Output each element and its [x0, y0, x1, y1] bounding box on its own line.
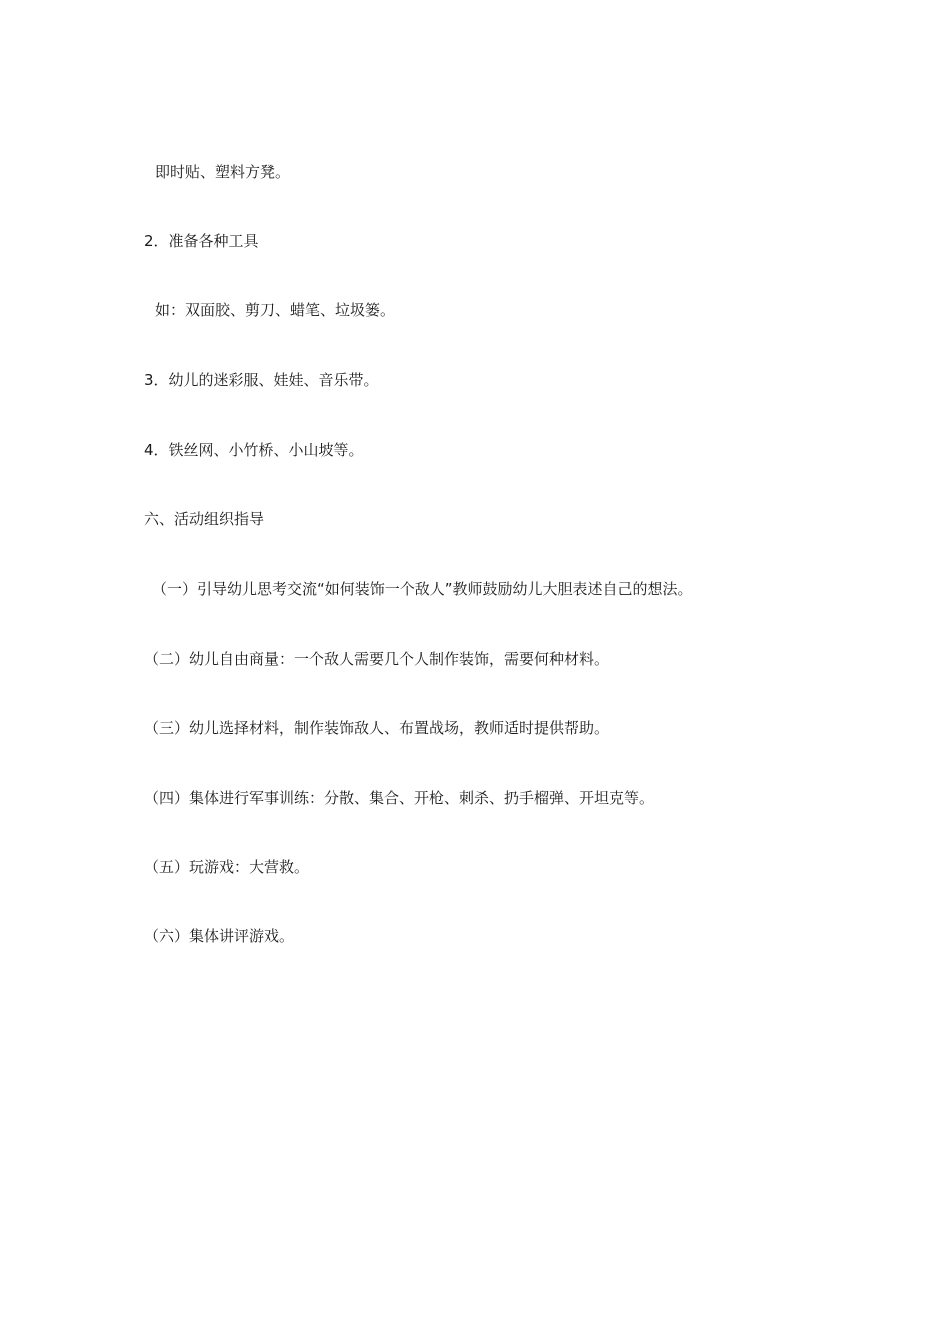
item-3: 3．幼儿的迷彩服、娃娃、音乐带。: [144, 371, 379, 389]
item-2-heading: 2．准备各种工具: [144, 232, 259, 250]
step-6: （六）集体讲评游戏。: [144, 927, 295, 945]
step-4: （四）集体进行军事训练：分散、集合、开枪、刺杀、扔手榴弹、开坦克等。: [144, 789, 655, 807]
step-2: （二）幼儿自由商量：一个敌人需要几个人制作装饰，需要何种材料。: [144, 650, 610, 668]
section-6-heading: 六、活动组织指导: [144, 510, 265, 528]
material-list-continuation: 即时贴、塑料方凳。: [155, 163, 291, 181]
step-1: （一）引导幼儿思考交流“如何装饰一个敌人”教师鼓励幼儿大胆表述自己的想法。: [152, 580, 693, 598]
tool-examples: 如：双面胶、剪刀、蜡笔、垃圾篓。: [155, 301, 396, 319]
item-4: 4．铁丝网、小竹桥、小山坡等。: [144, 441, 364, 459]
step-3: （三）幼儿选择材料，制作装饰敌人、布置战场，教师适时提供帮助。: [144, 719, 610, 737]
step-5: （五）玩游戏：大营救。: [144, 858, 310, 876]
